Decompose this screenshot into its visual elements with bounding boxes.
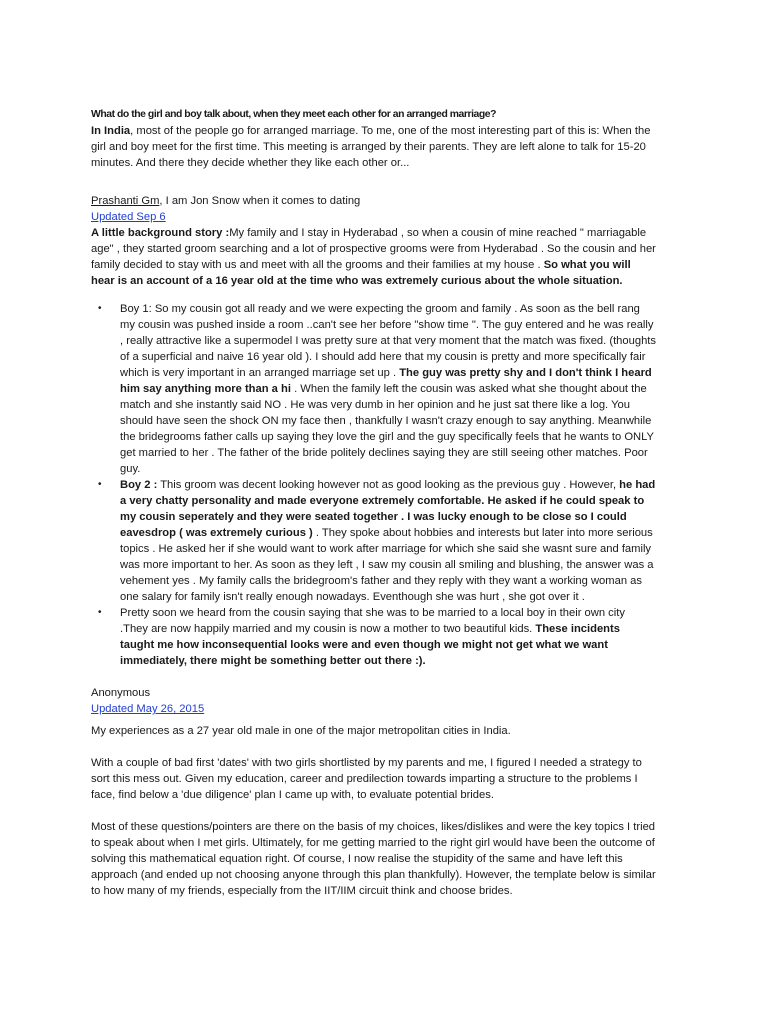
boy1-text-2: . When the family left the cousin was asked what she thought about the match and she instantly said NO . He was very dumb in her opinion and he just sat there like a log. You should have seen the shock ON my face then , thankfully I wasn't crazy enough to say anything. Meanwhile the bridegrooms father calls up saying they love the girl and the guy specifically feels that he wants to ONLY get married to her . The father of the bride politely declines saying they are still seeing other matches. Poor guy. (120, 383, 654, 475)
answer2-section (91, 685, 656, 899)
bullet-icon: • (98, 303, 102, 314)
answer2-paragraph-2: With a couple of bad first 'dates' with two girls shortlisted by my parents and me, I figured I needed a strategy to sort this mess out. Given my education, career and predilection towards imparting a structure to the problems I face, find below a 'due diligence' plan I came up with, to evaluate potential brides. (91, 757, 642, 801)
intro-bold: In India (91, 125, 131, 137)
answer1-author-line (91, 193, 656, 209)
question-intro (91, 123, 656, 171)
bullet-icon: • (98, 607, 102, 618)
answer2-updated-link[interactable]: Updated May 26, 2015 (91, 703, 205, 715)
boy2-text-2: . They spoke about hobbies and interests but later into more serious topics . He asked her if she would want to work after marriage for which she said she wasnt sure and family was more important to her. As soon as they left , I saw my cousin all smiling and blushing, the answer was a vehement yes . My family calls the bridegroom's father and they reply with they want a working woman as one salary for family isn't really enough nowadays. Eventhough she was hurt , she got over it . (120, 527, 654, 603)
boy1-bold: The guy was pretty shy and I don't think I heard him say anything more than a hi (120, 367, 652, 395)
bullet-icon: • (98, 479, 102, 490)
background-bold-text: So what you will hear is an account of a 16 year old at the time who was extremely curious about the whole situation. (91, 259, 631, 287)
background-label: A little background story : (91, 227, 230, 239)
spacer (91, 803, 656, 819)
answer2-paragraph-3: Most of these questions/pointers are there on the basis of my choices, likes/dislikes and were the key topics I tried to speak about when I met girls. Ultimately, for me getting married to the right girl would have been the outcome of solving this mathematical equation right. Of course, I now realise the stupidity of the same and have left this approach (and ended up not choosing anyone through this plan thankfully). However, the template below is similar to how many of my friends, especially from the IIT/IIM circuit think and choose brides. (91, 821, 656, 897)
answer2-author-name: Anonymous (91, 687, 151, 699)
boy2-text-1: This groom was decent looking however not as good looking as the previous guy . However, (157, 479, 620, 491)
list-item-boy1 (91, 301, 656, 477)
spacer (91, 739, 656, 755)
boy2-label: Boy 2 : (120, 479, 158, 491)
outcome-text: Pretty soon we heard from the cousin saying that she was to be married to a local boy in their own city .They are now happily married and my cousin is now a mother to two beautiful kids. (120, 607, 625, 635)
outcome-bold: These incidents taught me how inconsequential looks were and even though we might not get what we want immediately, there might be something better out there :). (120, 623, 620, 667)
answer1-bullet-list (91, 301, 656, 669)
background-text: My family and I stay in Hyderabad , so when a cousin of mine reached " marriagable age" , they started groom searching and a lot of prospective grooms were from Hyderabad . So the cousin and her family decided to stay with us and meet with all the grooms and their families at my house . (91, 227, 656, 271)
boy2-bold: he had a very chatty personality and made everyone extremely comfortable. He asked if he could speak to my cousin seperately and they were seated together . I was lucky enough to be close so I could eavesdrop ( was extremely curious ) (120, 479, 656, 539)
answer2-paragraph-1: My experiences as a 27 year old male in one of the major metropolitan cities in India. (91, 725, 511, 737)
list-item-outcome (91, 605, 656, 669)
intro-text: , most of the people go for arranged marriage. To me, one of the most interesting part of this is: When the girl and boy meet for the first time. This meeting is arranged by their parents. They are left alone to talk for 15-20 minutes. And there they decide whether they like each other or... (91, 125, 651, 169)
document-content (91, 108, 656, 899)
answer1-author-name[interactable]: Prashanti Gm (91, 195, 160, 207)
boy1-text-1: Boy 1: So my cousin got all ready and we were expecting the groom and family . As soon as the bell rang my cousin was pushed inside a room ..can't see her before "show time ". The guy entered and he was really , really attractive like a supermodel I was pretty sure at that very moment that the match was fixed. (thoughts of a superficial and naive 16 year old ). I should add here that my cousin is pretty and more specifically fair which is very important in an arranged marriage set up . (120, 303, 656, 379)
list-item-boy2 (91, 477, 656, 605)
answer1-background (91, 225, 656, 289)
answer1-updated-link[interactable]: Updated Sep 6 (91, 211, 166, 223)
answer1-author-tagline: , I am Jon Snow when it comes to dating (159, 195, 361, 207)
question-title: What do the girl and boy talk about, when they meet each other for an arranged marriage? (91, 109, 496, 120)
